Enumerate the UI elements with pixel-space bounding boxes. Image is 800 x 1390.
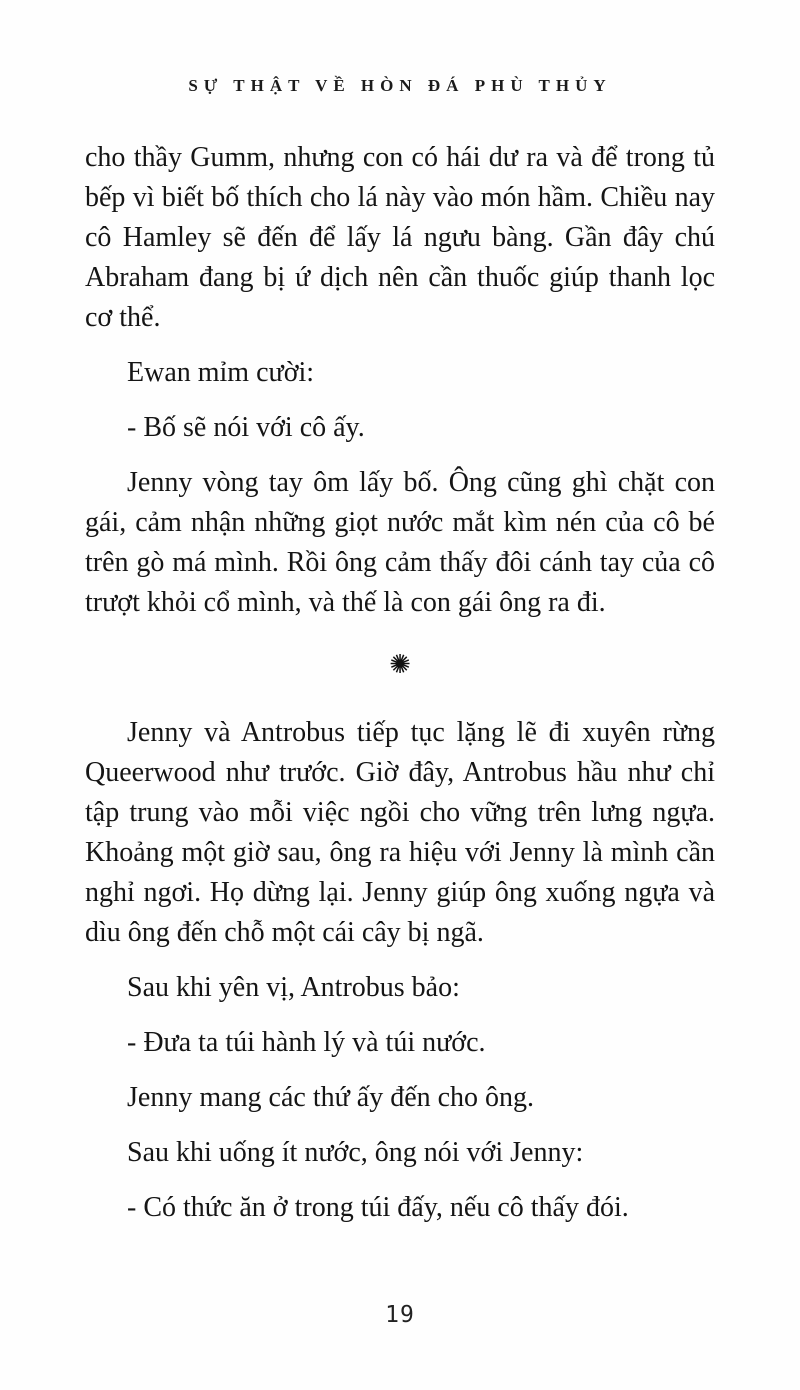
paragraph: Sau khi uống ít nước, ông nói với Jenny: [127, 1137, 584, 1168]
section-break-ornament-icon: ✺ [389, 650, 411, 680]
dialogue-line: - Đưa ta túi hành lý và túi nước. [127, 1027, 486, 1058]
dialogue-line: - Có thức ăn ở trong túi đấy, nếu cô thấy đói. [127, 1192, 629, 1223]
paragraph: Jenny mang các thứ ấy đến cho ông. [127, 1082, 535, 1113]
paragraph: Sau khi yên vị, Antrobus bảo: [127, 972, 460, 1003]
dialogue-line: - Bố sẽ nói với cô ấy. [127, 412, 365, 443]
paragraph: Ewan mỉm cười: [127, 357, 315, 388]
paragraph: Jenny vòng tay ôm lấy bố. Ông cũng ghì chặt con gái, cảm nhận những giọt nước mắt kìm nén của cô bé trên gò má mình. Rồi ông cảm thấy đôi cánh tay của cô trượt khỏi cổ mình, và thế là con gái ông ra đi. [85, 467, 715, 618]
paragraph: cho thầy Gumm, nhưng con có hái dư ra và để trong tủ bếp vì biết bố thích cho lá này vào món hầm. Chiều nay cô Hamley sẽ đến để lấy lá ngưu bàng. Gần đây chú Abraham đang bị ứ dịch nên cần thuốc giúp thanh lọc cơ thể. [85, 142, 715, 333]
body-text-block [85, 138, 715, 1243]
paragraph: Jenny và Antrobus tiếp tục lặng lẽ đi xuyên rừng Queerwood như trước. Giờ đây, Antrobus hầu như chỉ tập trung vào mỗi việc ngồi cho vững trên lưng ngựa. Khoảng một giờ sau, ông ra hiệu với Jenny là mình cần nghỉ ngơi. Họ dừng lại. Jenny giúp ông xuống ngựa và dìu ông đến chỗ một cái cây bị ngã. [85, 717, 715, 948]
running-header-title: SỰ THẬT VỀ HÒN ĐÁ PHÙ THỦY [188, 76, 612, 95]
page-number: 19 [385, 1302, 415, 1328]
